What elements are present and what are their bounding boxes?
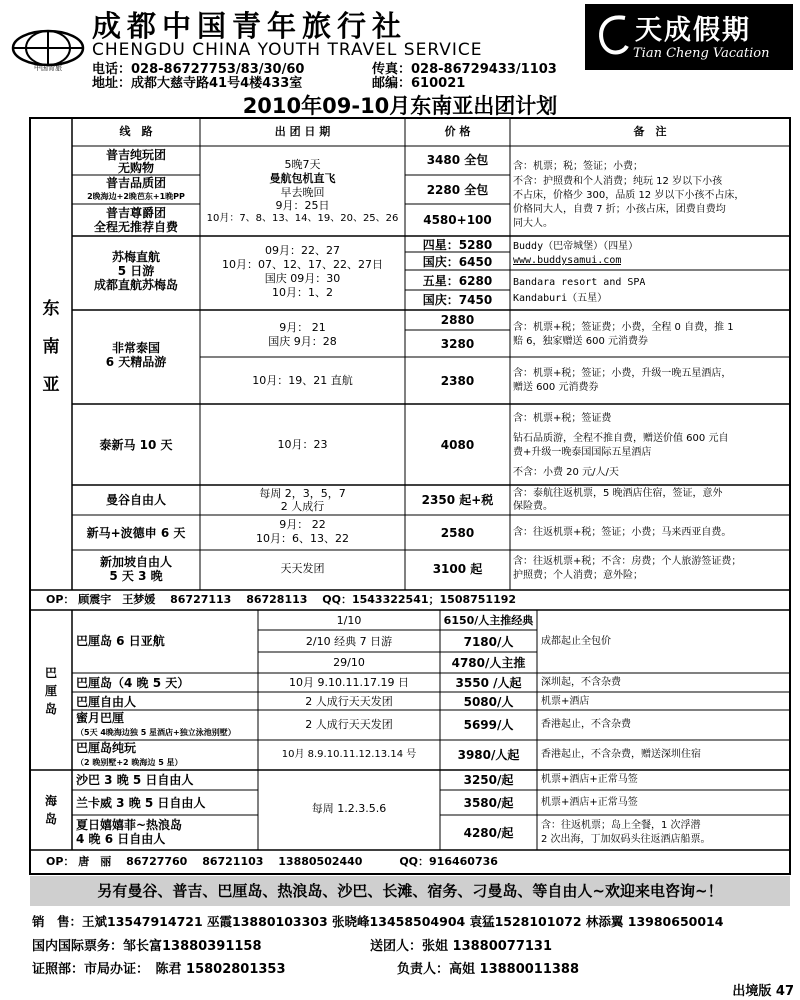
- samui-date-2: 10月：07、12、17、22、27日: [222, 258, 383, 271]
- phuket-date-3: 早去晚回: [280, 186, 325, 199]
- tsm-note-2: 钻石品质游，全程不推自费，赠送价值 600 元自: [513, 433, 729, 444]
- region-label-island: 海 岛: [44, 794, 57, 826]
- samui-date-4: 10月：1、2: [272, 286, 333, 299]
- route-thailand: 非常泰国: [111, 341, 160, 355]
- thai-price-1: 2880: [440, 313, 475, 327]
- smb-note-1: 含：往返机票+税；签证；小费；马来西亚自费。: [513, 527, 732, 538]
- tsm-price-1: 4080: [440, 438, 475, 452]
- route-phuket-quality: 普吉品质团: [105, 176, 166, 190]
- route-sg-my-pd: 新马+波德申 6 天: [86, 526, 186, 540]
- phuket-note-2: 不含：护照费和个人消费；纯玩 12 岁以下小孩: [513, 176, 723, 187]
- phuket-date-5: 10月：7、8、13、14、19、20、25、26: [206, 213, 399, 224]
- route-sabah: 沙巴 3 晚 5 日自由人: [76, 773, 194, 787]
- thai-note-4: 赠送 600 元消费券: [513, 382, 599, 393]
- samui-price-1-label: 四星：: [422, 238, 459, 252]
- bali-price-5: 5080/人: [463, 695, 514, 709]
- bangkok-date-2: 2 人成行: [280, 500, 325, 513]
- thai-note-1: 含：机票+税；签证费；小费，全程 0 自费，推 1: [513, 322, 734, 333]
- bangkok-note-1: 含：泰航往返机票，5 晚酒店住宿，签证，意外: [513, 488, 723, 499]
- footer-tickets: 国内国际票务：邹长富13880391158: [32, 939, 262, 954]
- tsm-date-1: 10月：23: [277, 438, 328, 451]
- island-dates: 每周 1.2.3.5.6: [311, 802, 387, 815]
- address-label: 地址：: [92, 76, 132, 91]
- samui-price-1: 5280: [458, 238, 493, 252]
- brand-name-en: Tian Cheng Vacation: [633, 46, 770, 61]
- samui-date-1: 09月：22、27: [265, 244, 340, 257]
- phuket-note-4: 价格同大人，自费 7 折；小孩占床，团费自费均: [513, 204, 726, 215]
- bali-date-7: 10月 8.9.10.11.12.13.14 号: [281, 749, 417, 760]
- tsm-note-3: 费+升级一晚泰国国际五星酒店: [513, 447, 652, 458]
- tsm-note-4: 不含：小费 20 元/人/天: [513, 467, 619, 478]
- route-thai-sg-my: 泰新马 10 天: [99, 438, 173, 452]
- company-name-en: CHENGDU CHINA YOUTH TRAVEL SERVICE: [92, 40, 483, 60]
- thai-date-2: 国庆 9月：28: [268, 335, 337, 348]
- route-singapore-days: 5 天 3 晚: [109, 569, 163, 583]
- route-samui-direct: 成都直航苏梅岛: [93, 278, 178, 292]
- logo-text: 中国青旅: [34, 64, 62, 72]
- sg-date-1: 天天发团: [280, 562, 325, 575]
- col-notes-header: 备 注: [633, 125, 667, 138]
- bali-price-2: 7180/人: [463, 635, 514, 649]
- bali-note-5: 机票+酒店: [541, 696, 590, 707]
- sabah-note: 机票+酒店+正常马签: [541, 774, 638, 785]
- bali-price-3: 4780/人主推: [451, 656, 526, 670]
- samui-price-4-label: 国庆：: [422, 293, 459, 307]
- col-dates-header: 出 团 日 期: [274, 125, 331, 138]
- bangkok-price: 2350 起+税: [421, 493, 494, 507]
- redang-price: 4280/起: [463, 826, 514, 840]
- bali-price-4: 3550 /人起: [455, 676, 522, 690]
- samui-hotel-2-sub: Kandaburi（五星）: [513, 293, 608, 304]
- bali-date-6: 2 人成行天天发团: [305, 718, 393, 731]
- phuket-price-2: 2280 全包: [426, 183, 489, 197]
- bangkok-note-2: 保险费。: [513, 501, 553, 512]
- phone-label: 电话：: [92, 62, 132, 77]
- route-bali-honeymoon-sub: （5天 4晚海边独 5 星酒店+独立泳池别墅）: [76, 728, 236, 737]
- route-bangkok: 曼谷自由人: [105, 493, 166, 507]
- footer-visa: 证照部：市局办证： 陈君 15802801353: [32, 962, 286, 977]
- bali-price-6: 5699/人: [463, 718, 514, 732]
- route-thailand-days: 6 天精品游: [105, 355, 167, 369]
- bali-date-4: 10月 9.10.11.17.19 日: [289, 676, 409, 689]
- route-phuket-premium-sub: 全程无推荐自费: [93, 220, 178, 234]
- route-bali-free: 巴厘自由人: [76, 695, 137, 709]
- footer-send: 送团人：张姐 13880077131: [370, 939, 553, 954]
- samui-date-3: 国庆 09月：30: [264, 272, 341, 285]
- bali-price-1: 6150/人主推经典: [443, 614, 534, 627]
- route-langkawi: 兰卡威 3 晚 5 日自由人: [76, 796, 206, 810]
- page-number: 出境版 47: [732, 984, 794, 999]
- brand-name-cn: 天成假期: [635, 15, 751, 46]
- footer-sales: 销 售：王斌13547914721 巫霞13880103303 张晓峰13458504904 袁猛1528101072 林添翼 13980650014: [32, 914, 724, 929]
- samui-price-3: 6280: [458, 274, 493, 288]
- samui-hotel-2: Bandara resort and SPA: [513, 277, 646, 288]
- phuket-note-5: 同大人。: [513, 218, 553, 229]
- thai-date-3: 10月：19、21 直航: [252, 374, 353, 387]
- smb-date-2: 10月：6、13、22: [256, 532, 349, 545]
- sg-note-2: 护照费；个人消费；意外险；: [513, 570, 643, 581]
- samui-price-2-label: 国庆：: [422, 255, 459, 269]
- route-phuket-pure-sub: 无购物: [117, 161, 154, 175]
- bali-date-2: 2/10 经典 7 日游: [305, 635, 393, 648]
- col-price-header: 价 格: [444, 125, 471, 138]
- region-label-sea: 东 南 亚: [42, 299, 60, 395]
- samui-price-3-label: 五星：: [422, 274, 459, 288]
- route-phuket-pure: 普吉纯玩团: [105, 148, 166, 162]
- bali-note-1: 成都起止全包价: [541, 636, 611, 647]
- phuket-date-1: 5晚7天: [284, 158, 321, 171]
- thai-date-1: 9月： 21: [279, 321, 326, 334]
- samui-hotel-1: Buddy（巴帝城堡）（四星）: [513, 241, 639, 252]
- route-samui: 苏梅直航: [111, 250, 160, 264]
- route-singapore: 新加坡自由人: [99, 555, 172, 569]
- smb-date-1: 9月： 22: [279, 518, 326, 531]
- bali-date-3: 29/10: [333, 656, 365, 669]
- fax-number: 028-86729433/1103: [411, 62, 557, 77]
- bali-note-6: 香港起止，不含杂费: [541, 719, 631, 730]
- route-redang-days: 4 晚 6 日自由人: [76, 832, 166, 846]
- bali-note-4: 深圳起，不含杂费: [541, 677, 621, 688]
- col-route-header: 线 路: [119, 125, 153, 138]
- langkawi-note: 机票+酒店+正常马签: [541, 797, 638, 808]
- samui-hotel-url[interactable]: www.buddysamui.com: [513, 255, 622, 266]
- phuket-note-1: 含：机票；税；签证；小费；: [513, 161, 643, 172]
- op-contact-sea: OP： 顾震宇 王梦媛 86727113 86728113 QQ：1543322541；1508751192: [46, 593, 517, 606]
- company-name-cn: 成都中国青年旅行社: [92, 9, 408, 43]
- bali-date-5: 2 人成行天天发团: [305, 695, 393, 708]
- sg-price: 3100 起: [432, 562, 483, 576]
- route-phuket-quality-sub: 2晚海边+2晚芭东+1晚PP: [87, 192, 185, 201]
- thai-note-2: 赔 6，独家赠送 600 元消费券: [513, 336, 648, 347]
- region-label-bali: 巴 厘 岛: [44, 666, 57, 716]
- bali-date-1: 1/10: [336, 614, 362, 627]
- redang-note-1: 含：往返机票；岛上全餐，1 次浮潜: [541, 820, 701, 831]
- phuket-price-3: 4580+100: [423, 213, 492, 227]
- slogan-banner: 另有曼谷、普吉、巴厘岛、热浪岛、沙巴、长滩、宿务、刁曼岛、等自由人~欢迎来电咨询~！: [30, 876, 790, 906]
- bali-note-7: 香港起止，不含杂费，赠送深圳住宿: [541, 749, 701, 760]
- route-bali-airasia: 巴厘岛 6 日亚航: [76, 634, 165, 648]
- route-bali-pure-sub: （2 晚别墅+2 晚海边 5 星）: [76, 758, 183, 767]
- langkawi-price: 3580/起: [463, 796, 514, 810]
- phuket-date-4: 9月：25日: [275, 199, 330, 212]
- sg-note-1: 含：往返机票+税；不含：房费；个人旅游签证费；: [513, 556, 742, 567]
- bali-price-7: 3980/人起: [457, 748, 520, 762]
- samui-price-4: 7450: [458, 293, 493, 307]
- zip-label: 邮编：: [372, 76, 412, 91]
- op-contact-bali: OP： 唐 丽 86727760 86721103 13880502440 QQ：916460736: [46, 855, 498, 868]
- route-bali-4n5d: 巴厘岛（4 晚 5 天）: [76, 676, 190, 690]
- address: 成都大慈寺路41号4楼433室: [131, 76, 303, 91]
- redang-note-2: 2 次出海，丁加奴码头往返酒店船票。: [541, 834, 711, 845]
- page-title: 2010年09-10月东南亚出团计划: [242, 94, 558, 118]
- thai-price-2: 3280: [440, 337, 475, 351]
- route-phuket-premium: 普吉尊爵团: [105, 206, 166, 220]
- zip-code: 610021: [411, 76, 466, 91]
- tsm-note-1: 含：机票+税；签证费: [513, 413, 612, 424]
- samui-price-2: 6450: [458, 255, 493, 269]
- fax-label: 传真：: [372, 62, 412, 77]
- phuket-date-2: 曼航包机直飞: [269, 172, 336, 185]
- sabah-price: 3250/起: [463, 773, 514, 787]
- route-bali-honeymoon: 蜜月巴厘: [76, 711, 125, 725]
- phone-number: 028-86727753/83/30/60: [131, 62, 305, 77]
- thai-price-3: 2380: [440, 374, 475, 388]
- route-samui-days: 5 日游: [117, 264, 155, 278]
- thai-note-3: 含：机票+税；签证；小费，升级一晚五星酒店，: [513, 368, 732, 379]
- phuket-price-1: 3480 全包: [426, 153, 489, 167]
- smb-price: 2580: [440, 526, 475, 540]
- footer-owner: 负责人：高姐 13880011388: [397, 962, 580, 977]
- phuket-note-3: 不占床，价格少 300，品质 12 岁以下小孩不占床，: [513, 190, 745, 201]
- route-redang: 夏日嬉嬉菲~热浪岛: [76, 818, 183, 832]
- route-bali-pure: 巴厘岛纯玩: [76, 741, 137, 755]
- bangkok-date-1: 每周 2，3，5，7: [259, 487, 346, 500]
